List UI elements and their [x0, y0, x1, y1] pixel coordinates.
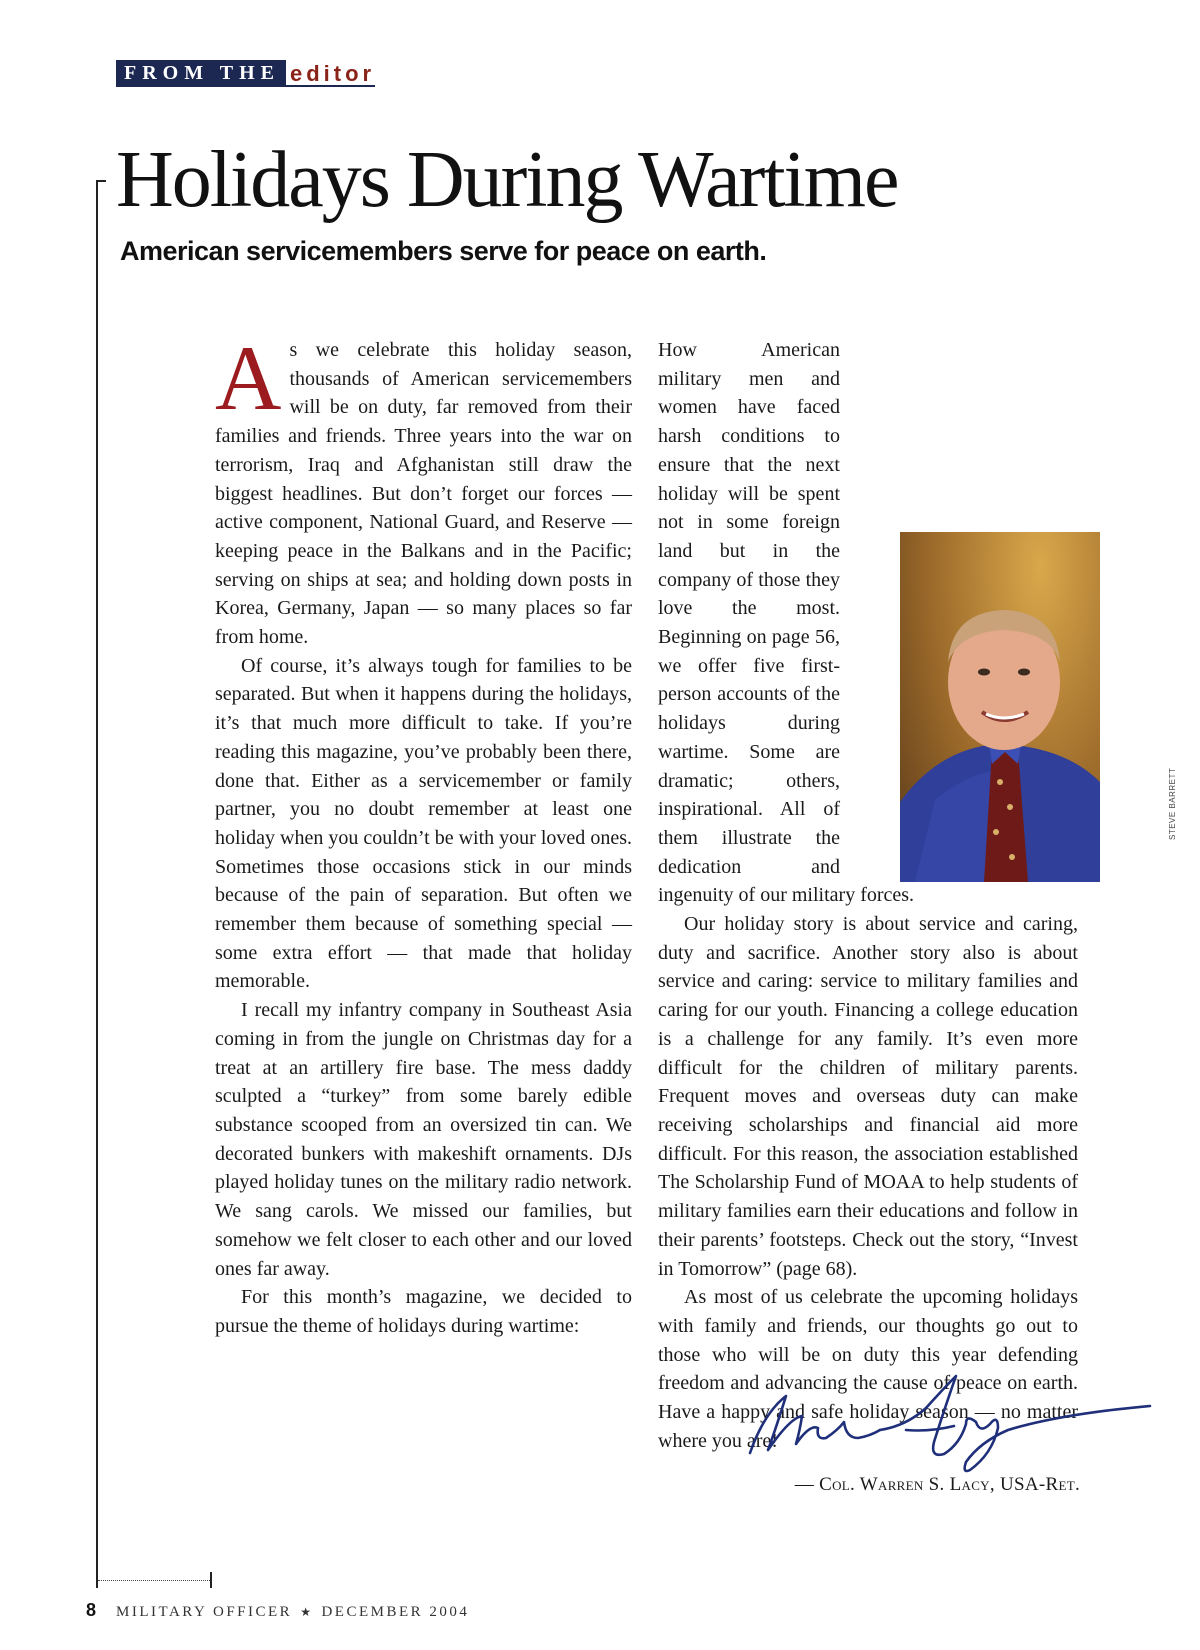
- signature-image: [730, 1358, 1170, 1473]
- drop-cap: A: [215, 327, 282, 429]
- page-number: 8: [86, 1600, 97, 1620]
- paragraph: [215, 327, 632, 652]
- author-byline: — Col. Warren S. Lacy, USA-Ret.: [794, 1474, 1080, 1495]
- page-footer: [86, 1600, 469, 1621]
- frame-rule-bottom: [98, 1580, 212, 1581]
- paragraph: Our holiday story is about service and caring, duty and sacrifice. Another story also is about service and caring: service to military families and caring for our youth. Financing a college education is a challenge for any family. It’s even more difficult for the children of military parents. Frequent moves and overseas duty can make receiving scholarships and financial aid more difficult. For this reason, the association established The Scholarship Fund of MOAA to help students of military families earn their educations and follow in their parents’ footsteps. Check out the story, “Invest in Tomorrow” (page 68).: [658, 913, 1078, 1280]
- paragraph-text: s we celebrate this holiday season, thousands of American servicemembers will be on duty, far removed from their families and friends. Three years into the war on terrorism, Iraq and Afghanistan still draw the biggest headlines. But don’t forget our forces — active component, National Guard, and Reserve — keeping peace in the Balkans and in the Pacific; serving on ships at sea; and holding down posts in Korea, Germany, Japan — so many places so far from home.: [215, 339, 632, 649]
- publication-name: MILITARY OFFICER: [116, 1604, 293, 1620]
- kicker-from-the: FROM THE: [116, 60, 286, 87]
- paragraph: Of course, it’s always tough for families to be separated. But when it happens during the holidays, it’s that much more difficult to take. If you’re reading this magazine, you’ve probably been there, done that. Either as a servicemember or family partner, you no doubt remember at least one holiday when you couldn’t be with your loved ones. Sometimes those occasions stick in our minds because of the pain of separation. But often we remember them because of something special — some extra effort — that made that holiday memorable.: [215, 654, 632, 993]
- article-title: Holidays During Wartime: [116, 136, 898, 224]
- paragraph: How American military men and women have faced harsh conditions to ensure that the next holiday will be spent not in some foreign land but in the company of those they love the most. Beginning on page 56, we offer five first-person accounts of the holidays during wartime. Some are dramatic; others, inspirational. All of them illustrate the dedication and ingenuity of our military forces.: [658, 339, 915, 907]
- article-column-left: [215, 327, 632, 1341]
- frame-rule-left: [96, 180, 98, 1588]
- article-column-right: [658, 336, 1078, 1455]
- star-separator-icon: ★: [300, 1605, 314, 1619]
- author-photo: [900, 532, 1100, 882]
- article-subtitle: American servicemembers serve for peace on earth.: [120, 236, 767, 266]
- paragraph: For this month’s magazine, we decided to pursue the theme of holidays during wartime:: [215, 1286, 632, 1337]
- kicker-editor: editor: [286, 60, 375, 87]
- issue-date: DECEMBER 2004: [321, 1604, 470, 1620]
- paragraph: I recall my infantry company in Southeast Asia coming in from the jungle on Christmas day for a treat at an artillery fire base. The mess daddy sculpted a “turkey” from some barely edible substance scooped from an oversized tin can. We decorated bunkers with makeshift ornaments. DJs played holiday tunes on the military radio network. We sang carols. We missed our families, but somehow we felt closer to each other and our loved ones far away.: [215, 999, 632, 1280]
- paragraph: As most of us celebrate the upcoming holidays with family and friends, our thoughts go out to those who will be on duty this year defending freedom and advancing the cause of peace on earth. Have a happy and safe holiday season — no matter where you are!: [658, 1286, 1078, 1452]
- frame-tick: [210, 1572, 212, 1588]
- photo-credit: STEVE BARRETT: [1168, 767, 1177, 840]
- author-portrait-illustration: [900, 532, 1100, 882]
- section-kicker: [116, 60, 375, 87]
